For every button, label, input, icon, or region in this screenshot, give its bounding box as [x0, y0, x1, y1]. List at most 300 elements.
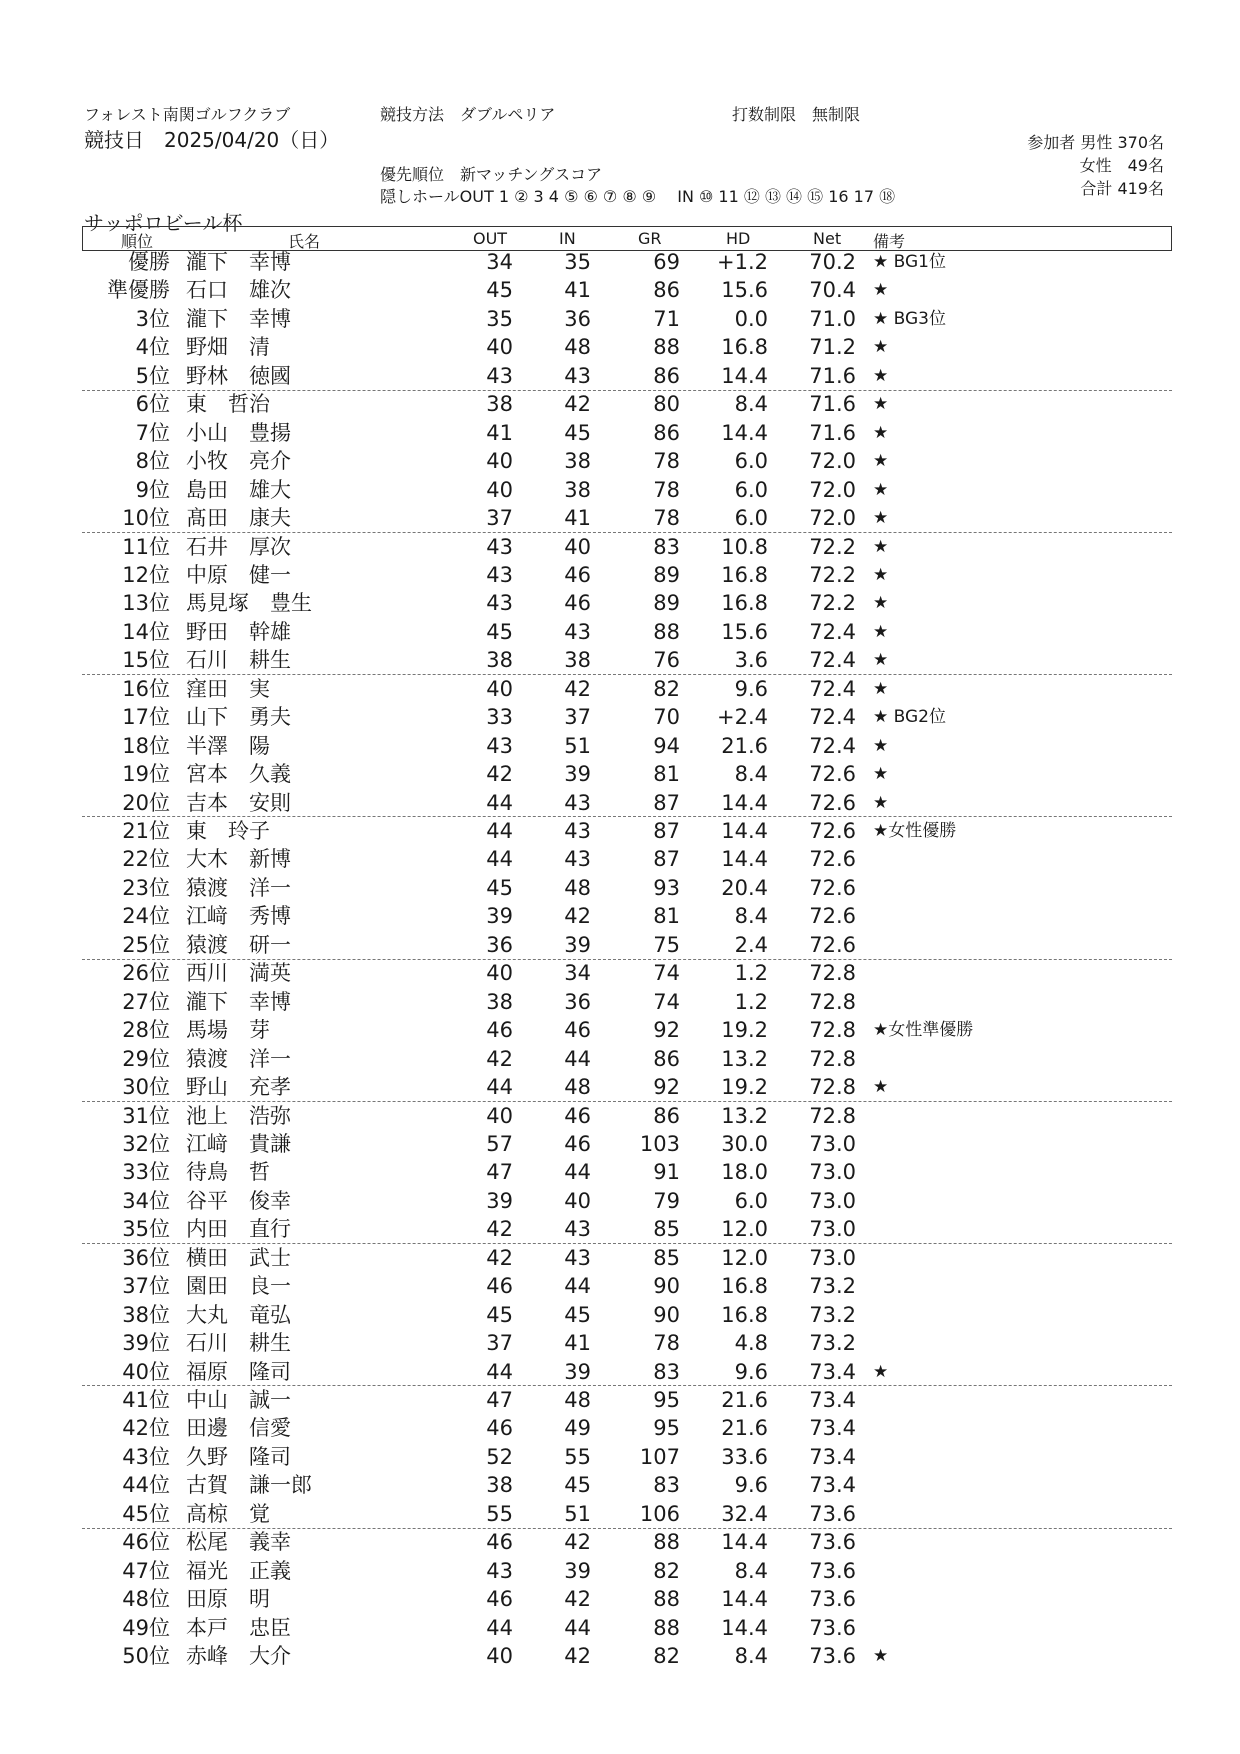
in-score-cell: 44: [564, 1274, 591, 1299]
net-score-cell: 73.0: [809, 1245, 856, 1270]
gross-score-cell: 86: [653, 420, 680, 445]
name-cell: 野山 充孝: [186, 1075, 291, 1100]
name-cell: 田原 明: [186, 1587, 270, 1612]
name-cell: 待鳥 哲: [186, 1160, 270, 1185]
in-score-cell: 44: [564, 1160, 591, 1185]
handicap-cell: 8.4: [734, 904, 768, 929]
in-score-cell: 40: [564, 534, 591, 559]
name-cell: 大木 新博: [186, 847, 291, 872]
table-row: [0, 789, 1240, 817]
gross-score-cell: 82: [653, 1644, 680, 1669]
rank-cell: 49位: [122, 1615, 170, 1640]
handicap-cell: 1.2: [734, 989, 768, 1014]
out-score-cell: 33: [486, 705, 513, 730]
handicap-cell: +2.4: [717, 705, 768, 730]
rank-cell: 28位: [122, 1018, 170, 1043]
name-cell: 園田 良一: [186, 1274, 291, 1299]
rank-cell: 25位: [122, 932, 170, 957]
net-score-cell: 72.6: [809, 790, 856, 815]
table-row: [0, 305, 1240, 333]
in-score-cell: 43: [564, 619, 591, 644]
out-score-cell: 45: [486, 875, 513, 900]
rank-cell: 32位: [122, 1131, 170, 1156]
name-cell: 半澤 陽: [186, 733, 270, 758]
handicap-cell: 16.8: [721, 562, 768, 587]
gross-score-cell: 74: [653, 961, 680, 986]
out-score-cell: 36: [486, 932, 513, 957]
out-score-cell: 34: [486, 250, 513, 274]
name-cell: 江﨑 秀博: [186, 904, 291, 929]
gross-score-cell: 87: [653, 819, 680, 843]
name-cell: 東 玲子: [186, 819, 270, 843]
handicap-cell: 13.2: [721, 1103, 768, 1128]
table-row: [0, 874, 1240, 902]
table-row: [0, 988, 1240, 1016]
gross-score-cell: 82: [653, 676, 680, 701]
out-score-cell: 38: [486, 392, 513, 417]
table-row: [0, 533, 1240, 561]
net-score-cell: 72.8: [809, 1075, 856, 1100]
out-score-cell: 47: [486, 1388, 513, 1412]
table-row: [0, 959, 1240, 987]
gross-score-cell: 85: [653, 1217, 680, 1242]
name-cell: 中山 誠一: [186, 1388, 291, 1412]
in-score-cell: 51: [564, 733, 591, 758]
rank-cell: 11位: [122, 534, 170, 559]
table-row: [0, 1471, 1240, 1499]
net-score-cell: 71.0: [809, 306, 856, 331]
in-score-cell: 45: [564, 1302, 591, 1327]
gross-score-cell: 107: [639, 1444, 680, 1469]
net-score-cell: 73.2: [809, 1274, 856, 1299]
name-cell: 石川 耕生: [186, 648, 291, 673]
rank-cell: 39位: [122, 1331, 170, 1356]
rank-cell: 24位: [122, 904, 170, 929]
name-cell: 久野 隆司: [186, 1444, 291, 1469]
table-row: [0, 419, 1240, 447]
gross-score-cell: 87: [653, 847, 680, 872]
out-score-cell: 42: [486, 762, 513, 787]
table-row: [0, 1187, 1240, 1215]
handicap-cell: 13.2: [721, 1046, 768, 1071]
handicap-cell: 8.4: [734, 1644, 768, 1669]
handicap-cell: 16.8: [721, 335, 768, 360]
net-score-cell: 73.6: [809, 1501, 856, 1526]
table-row: [0, 561, 1240, 589]
table-row: [0, 1557, 1240, 1585]
note-cell: ★: [873, 451, 889, 472]
rank-cell: 3位: [135, 306, 170, 331]
net-score-cell: 71.6: [809, 392, 856, 417]
table-row: [0, 931, 1240, 959]
name-cell: 宮本 久義: [186, 762, 291, 787]
net-score-cell: 72.8: [809, 1018, 856, 1043]
name-cell: 猿渡 洋一: [186, 1046, 291, 1071]
note-cell: ★: [873, 621, 889, 642]
in-score-cell: 46: [564, 1103, 591, 1128]
net-score-cell: 73.4: [809, 1416, 856, 1441]
table-row: [0, 589, 1240, 617]
note-cell: ★: [873, 735, 889, 756]
rank-cell: 33位: [122, 1160, 170, 1185]
net-score-cell: 72.2: [809, 591, 856, 616]
gross-score-cell: 83: [653, 1359, 680, 1384]
gross-score-cell: 70: [653, 705, 680, 730]
gross-score-cell: 76: [653, 648, 680, 673]
rank-cell: 30位: [122, 1075, 170, 1100]
handicap-cell: 10.8: [721, 534, 768, 559]
name-cell: 石口 雄次: [186, 278, 291, 303]
in-score-cell: 38: [564, 648, 591, 673]
handicap-cell: 21.6: [721, 1388, 768, 1412]
rank-cell: 19位: [122, 762, 170, 787]
rank-cell: 47位: [122, 1558, 170, 1583]
table-row: [0, 732, 1240, 760]
name-cell: 池上 浩弥: [186, 1103, 291, 1128]
in-score-cell: 42: [564, 1644, 591, 1669]
in-score-cell: 41: [564, 1331, 591, 1356]
table-row: [0, 1244, 1240, 1272]
gross-score-cell: 86: [653, 278, 680, 303]
table-row: [0, 1130, 1240, 1158]
table-row: [0, 276, 1240, 304]
rank-cell: 34位: [122, 1188, 170, 1213]
in-score-cell: 55: [564, 1444, 591, 1469]
handicap-cell: 14.4: [721, 1615, 768, 1640]
net-score-cell: 72.2: [809, 534, 856, 559]
name-cell: 髙田 康夫: [186, 506, 291, 531]
in-score-cell: 42: [564, 392, 591, 417]
out-score-cell: 46: [486, 1274, 513, 1299]
in-score-cell: 46: [564, 1018, 591, 1043]
name-cell: 横田 武士: [186, 1245, 291, 1270]
name-cell: 石川 耕生: [186, 1331, 291, 1356]
rank-cell: 8位: [135, 449, 170, 474]
note-cell: ★: [873, 678, 889, 699]
in-score-cell: 42: [564, 1587, 591, 1612]
rank-cell: 42位: [122, 1416, 170, 1441]
handicap-cell: 16.8: [721, 1274, 768, 1299]
handicap-cell: 6.0: [734, 1188, 768, 1213]
out-score-cell: 57: [486, 1131, 513, 1156]
out-score-cell: 42: [486, 1046, 513, 1071]
name-cell: 猿渡 研一: [186, 932, 291, 957]
handicap-cell: 12.0: [721, 1217, 768, 1242]
rank-cell: 41位: [122, 1388, 170, 1412]
out-score-cell: 43: [486, 733, 513, 758]
out-score-cell: 46: [486, 1587, 513, 1612]
net-score-cell: 73.6: [809, 1644, 856, 1669]
name-cell: 瀧下 幸博: [186, 250, 291, 274]
table-row: [0, 845, 1240, 873]
table-row: [0, 476, 1240, 504]
net-score-cell: 73.2: [809, 1302, 856, 1327]
gross-score-cell: 87: [653, 790, 680, 815]
table-row: [0, 1045, 1240, 1073]
out-score-cell: 44: [486, 1075, 513, 1100]
table-row: [0, 760, 1240, 788]
note-cell: ★: [873, 564, 889, 585]
name-cell: 中原 健一: [186, 562, 291, 587]
table-row: [0, 1272, 1240, 1300]
col-hd: HD: [726, 229, 751, 248]
gross-score-cell: 88: [653, 1587, 680, 1612]
net-score-cell: 73.2: [809, 1331, 856, 1356]
in-score-cell: 38: [564, 449, 591, 474]
net-score-cell: 72.4: [809, 705, 856, 730]
out-score-cell: 44: [486, 847, 513, 872]
rank-cell: 6位: [135, 392, 170, 417]
table-row: [0, 1215, 1240, 1243]
rank-cell: 26位: [122, 961, 170, 986]
gross-score-cell: 95: [653, 1388, 680, 1412]
rank-cell: 21位: [122, 819, 170, 843]
out-score-cell: 44: [486, 790, 513, 815]
handicap-cell: 6.0: [734, 506, 768, 531]
in-score-cell: 39: [564, 762, 591, 787]
out-score-cell: 45: [486, 619, 513, 644]
in-score-cell: 40: [564, 1188, 591, 1213]
net-score-cell: 72.8: [809, 961, 856, 986]
handicap-cell: 8.4: [734, 762, 768, 787]
out-score-cell: 43: [486, 591, 513, 616]
rank-cell: 14位: [122, 619, 170, 644]
handicap-cell: 8.4: [734, 1558, 768, 1583]
participants-male: 参加者 男性 370名: [1027, 133, 1164, 152]
col-gr: GR: [638, 229, 662, 248]
gross-score-cell: 106: [639, 1501, 680, 1526]
net-score-cell: 73.0: [809, 1131, 856, 1156]
name-cell: 福光 正義: [186, 1558, 291, 1583]
name-cell: 福原 隆司: [186, 1359, 291, 1384]
note-cell: ★女性準優勝: [873, 1020, 974, 1041]
out-score-cell: 40: [486, 449, 513, 474]
gross-score-cell: 90: [653, 1302, 680, 1327]
handicap-cell: 0.0: [734, 306, 768, 331]
rank-cell: 7位: [135, 420, 170, 445]
competition-date: 競技日 2025/04/20（日）: [84, 128, 340, 152]
name-cell: 石井 厚次: [186, 534, 291, 559]
rank-cell: 43位: [122, 1444, 170, 1469]
note-cell: ★: [873, 1077, 889, 1098]
name-cell: 馬場 芽: [186, 1018, 270, 1043]
name-cell: 山下 勇夫: [186, 705, 291, 730]
rank-cell: 36位: [122, 1245, 170, 1270]
note-cell: ★: [873, 1361, 889, 1382]
handicap-cell: 8.4: [734, 392, 768, 417]
stroke-limit: 打数制限 無制限: [732, 105, 861, 124]
handicap-cell: 12.0: [721, 1245, 768, 1270]
out-score-cell: 43: [486, 363, 513, 388]
table-row: [0, 1073, 1240, 1101]
net-score-cell: 73.6: [809, 1587, 856, 1612]
table-row: [0, 1358, 1240, 1386]
gross-score-cell: 93: [653, 875, 680, 900]
note-cell: ★: [873, 1646, 889, 1667]
gross-score-cell: 78: [653, 449, 680, 474]
gross-score-cell: 81: [653, 904, 680, 929]
net-score-cell: 72.6: [809, 932, 856, 957]
out-score-cell: 39: [486, 1188, 513, 1213]
net-score-cell: 73.4: [809, 1444, 856, 1469]
handicap-cell: 21.6: [721, 733, 768, 758]
out-score-cell: 44: [486, 1359, 513, 1384]
rank-cell: 50位: [122, 1644, 170, 1669]
in-score-cell: 42: [564, 904, 591, 929]
table-row: [0, 1500, 1240, 1528]
in-score-cell: 42: [564, 1530, 591, 1555]
net-score-cell: 73.4: [809, 1359, 856, 1384]
table-row: [0, 817, 1240, 845]
gross-score-cell: 71: [653, 306, 680, 331]
name-cell: 瀧下 幸博: [186, 989, 291, 1014]
name-cell: 松尾 義幸: [186, 1530, 291, 1555]
handicap-cell: 9.6: [734, 1359, 768, 1384]
out-score-cell: 40: [486, 335, 513, 360]
out-score-cell: 55: [486, 1501, 513, 1526]
handicap-cell: 19.2: [721, 1075, 768, 1100]
net-score-cell: 71.6: [809, 363, 856, 388]
gross-score-cell: 88: [653, 619, 680, 644]
handicap-cell: 6.0: [734, 449, 768, 474]
net-score-cell: 72.4: [809, 619, 856, 644]
handicap-cell: 16.8: [721, 591, 768, 616]
rank-cell: 44位: [122, 1473, 170, 1498]
rank-cell: 38位: [122, 1302, 170, 1327]
net-score-cell: 71.2: [809, 335, 856, 360]
name-cell: 江﨑 貴謙: [186, 1131, 291, 1156]
name-cell: 田邊 信愛: [186, 1416, 291, 1441]
gross-score-cell: 82: [653, 1558, 680, 1583]
rank-cell: 16位: [122, 676, 170, 701]
out-score-cell: 42: [486, 1245, 513, 1270]
competition-method: 競技方法 ダブルペリア: [380, 105, 556, 124]
gross-score-cell: 89: [653, 562, 680, 587]
name-cell: 猿渡 洋一: [186, 875, 291, 900]
net-score-cell: 70.4: [809, 278, 856, 303]
rank-cell: 27位: [122, 989, 170, 1014]
name-cell: 小牧 亮介: [186, 449, 291, 474]
net-score-cell: 73.6: [809, 1615, 856, 1640]
table-row: [0, 1414, 1240, 1442]
in-score-cell: 44: [564, 1046, 591, 1071]
in-score-cell: 48: [564, 335, 591, 360]
in-score-cell: 38: [564, 477, 591, 502]
gross-score-cell: 88: [653, 1615, 680, 1640]
in-score-cell: 41: [564, 278, 591, 303]
note-cell: ★: [873, 422, 889, 443]
out-score-cell: 44: [486, 819, 513, 843]
out-score-cell: 40: [486, 1644, 513, 1669]
note-cell: ★: [873, 593, 889, 614]
participants-total: 合計 419名: [1080, 179, 1164, 198]
handicap-cell: 14.4: [721, 790, 768, 815]
col-note: 備考: [873, 232, 906, 251]
handicap-cell: 14.4: [721, 819, 768, 843]
gross-score-cell: 81: [653, 762, 680, 787]
in-score-cell: 51: [564, 1501, 591, 1526]
rank-cell: 22位: [122, 847, 170, 872]
gross-score-cell: 80: [653, 392, 680, 417]
table-row: [0, 1386, 1240, 1414]
name-cell: 大丸 竜弘: [186, 1302, 291, 1327]
gross-score-cell: 88: [653, 335, 680, 360]
handicap-cell: 19.2: [721, 1018, 768, 1043]
handicap-cell: +1.2: [717, 250, 768, 274]
name-cell: 赤峰 大介: [186, 1644, 291, 1669]
net-score-cell: 72.4: [809, 733, 856, 758]
note-cell: ★: [873, 536, 889, 557]
handicap-cell: 9.6: [734, 1473, 768, 1498]
table-row: [0, 1528, 1240, 1556]
gross-score-cell: 75: [653, 932, 680, 957]
in-score-cell: 39: [564, 1359, 591, 1384]
in-score-cell: 43: [564, 1217, 591, 1242]
rank-cell: 準優勝: [107, 278, 170, 303]
out-score-cell: 37: [486, 506, 513, 531]
gross-score-cell: 79: [653, 1188, 680, 1213]
competition-title: サッポロビール杯: [84, 211, 243, 235]
out-score-cell: 40: [486, 961, 513, 986]
gross-score-cell: 83: [653, 534, 680, 559]
in-score-cell: 37: [564, 705, 591, 730]
name-cell: 高椋 覚: [186, 1501, 270, 1526]
in-score-cell: 45: [564, 420, 591, 445]
in-score-cell: 48: [564, 1388, 591, 1412]
net-score-cell: 72.0: [809, 449, 856, 474]
name-cell: 島田 雄大: [186, 477, 291, 502]
in-score-cell: 36: [564, 306, 591, 331]
table-row: [0, 1642, 1240, 1670]
rank-cell: 18位: [122, 733, 170, 758]
note-cell: ★ BG2位: [873, 707, 946, 728]
net-score-cell: 73.0: [809, 1188, 856, 1213]
rank-cell: 9位: [135, 477, 170, 502]
handicap-cell: 14.4: [721, 847, 768, 872]
net-score-cell: 72.6: [809, 847, 856, 872]
out-score-cell: 46: [486, 1530, 513, 1555]
net-score-cell: 73.6: [809, 1558, 856, 1583]
gross-score-cell: 86: [653, 1103, 680, 1128]
out-score-cell: 40: [486, 1103, 513, 1128]
rank-cell: 37位: [122, 1274, 170, 1299]
out-score-cell: 40: [486, 676, 513, 701]
out-score-cell: 44: [486, 1615, 513, 1640]
col-out: OUT: [473, 229, 508, 248]
out-score-cell: 37: [486, 1331, 513, 1356]
participants-female: 女性 49名: [1079, 156, 1164, 175]
rank-cell: 4位: [135, 335, 170, 360]
rank-cell: 45位: [122, 1501, 170, 1526]
rank-cell: 優勝: [128, 250, 170, 274]
gross-score-cell: 94: [653, 733, 680, 758]
in-score-cell: 39: [564, 1558, 591, 1583]
note-cell: ★: [873, 650, 889, 671]
gross-score-cell: 103: [639, 1131, 680, 1156]
name-cell: 内田 直行: [186, 1217, 291, 1242]
gross-score-cell: 91: [653, 1160, 680, 1185]
note-cell: ★: [873, 394, 889, 415]
gross-score-cell: 92: [653, 1075, 680, 1100]
name-cell: 瀧下 幸博: [186, 306, 291, 331]
table-row: [0, 333, 1240, 361]
handicap-cell: 3.6: [734, 648, 768, 673]
out-score-cell: 42: [486, 1217, 513, 1242]
net-score-cell: 72.8: [809, 1103, 856, 1128]
name-cell: 西川 満英: [186, 961, 291, 986]
note-cell: ★: [873, 337, 889, 358]
name-cell: 窪田 実: [186, 676, 270, 701]
